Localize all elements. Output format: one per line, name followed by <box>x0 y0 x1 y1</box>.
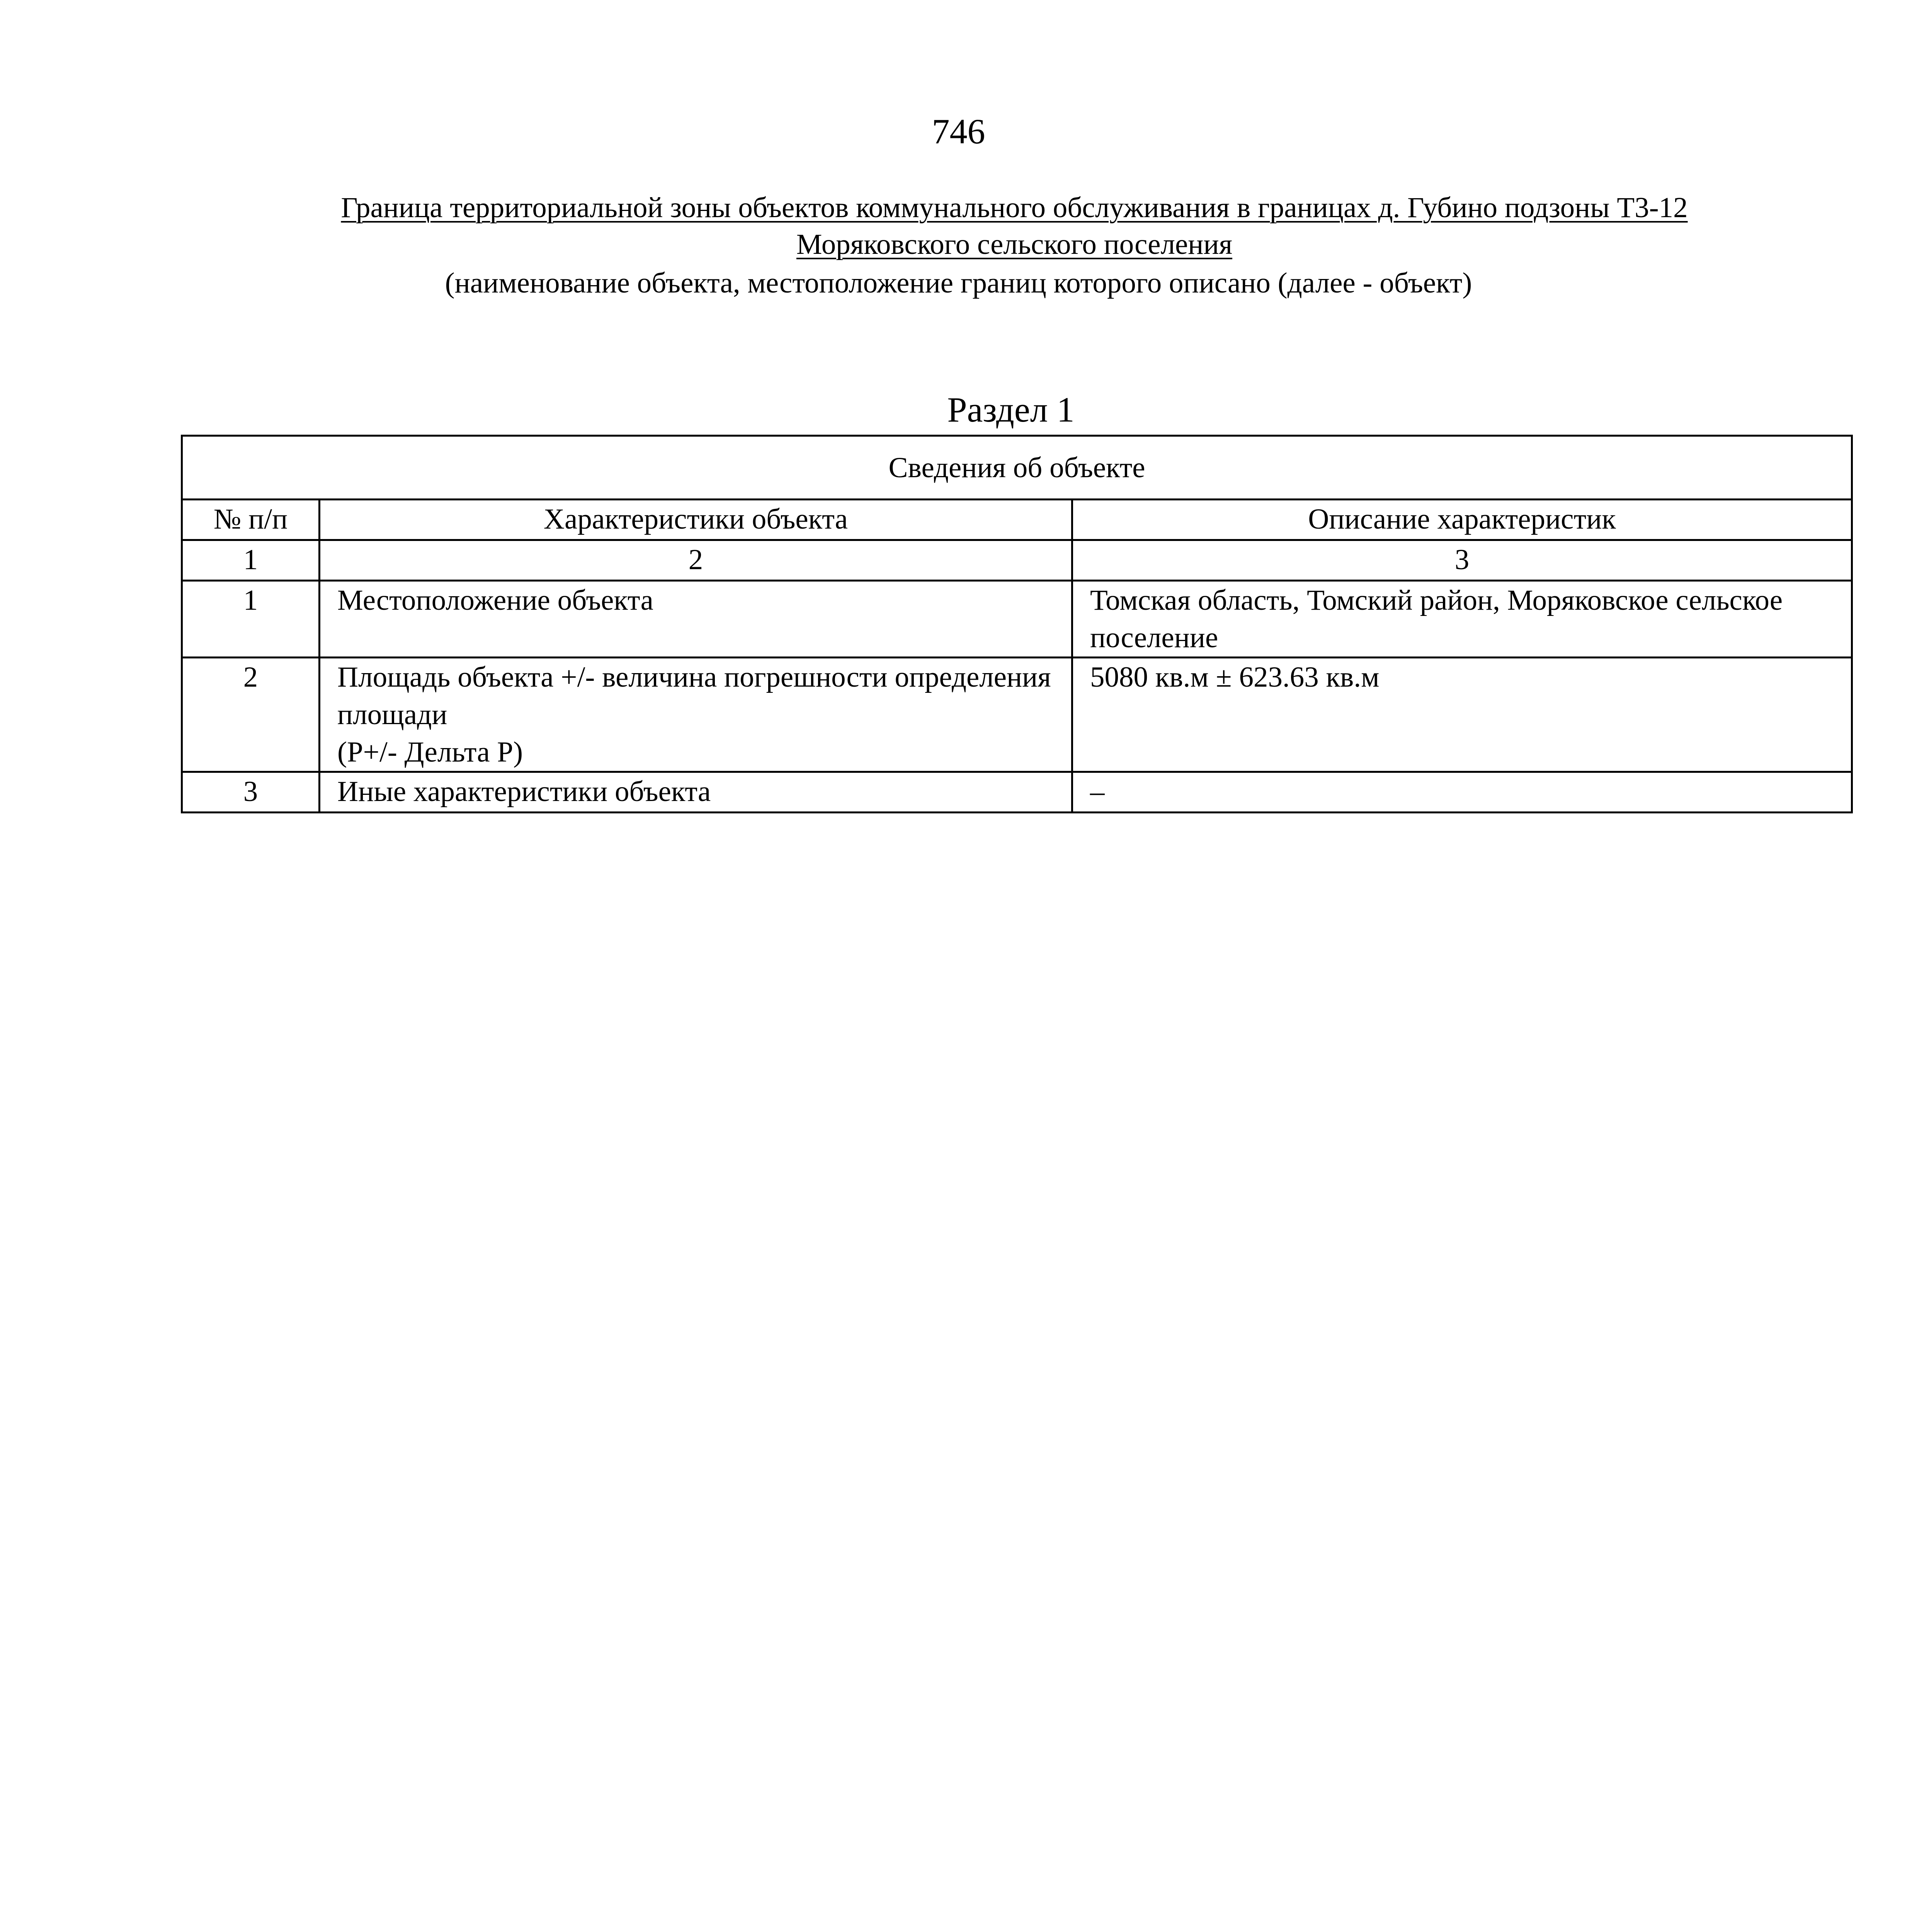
document-subtitle: (наименование объекта, местоположение границ которого описано (далее - объект) <box>445 267 1472 299</box>
row-number: 2 <box>182 658 320 772</box>
table-caption: Сведения об объекте <box>182 436 1852 500</box>
table-row <box>182 581 1852 658</box>
row-characteristic-line: Площадь объекта +/- величина погрешности определения площади <box>337 661 1051 731</box>
column-header-characteristic: Характеристики объекта <box>320 500 1072 540</box>
column-header-description: Описание характеристик <box>1072 500 1852 540</box>
row-description: – <box>1072 772 1852 813</box>
section-heading: Раздел 1 <box>947 390 1075 429</box>
table-row <box>182 658 1852 772</box>
row-characteristic <box>320 658 1072 772</box>
column-number-1: 1 <box>182 540 320 581</box>
row-number: 3 <box>182 772 320 813</box>
column-header-number: № п/п <box>182 500 320 540</box>
object-info-table <box>181 435 1853 813</box>
document-title: Граница территориальной зоны объектов коммунального обслуживания в границах д. Губино подзоны Т3-12 Моряковского сельского поселения <box>341 192 1688 260</box>
table-column-headers <box>182 500 1852 540</box>
column-number-3: 3 <box>1072 540 1852 581</box>
page-number: 746 <box>932 112 985 151</box>
table-caption-row <box>182 436 1852 500</box>
row-number: 1 <box>182 581 320 658</box>
table-row <box>182 772 1852 813</box>
column-number-2: 2 <box>320 540 1072 581</box>
table-column-numbers <box>182 540 1852 581</box>
row-description: Томская область, Томский район, Моряковское сельское поселение <box>1072 581 1852 658</box>
row-characteristic-line: (P+/- Дельта P) <box>337 736 523 768</box>
row-characteristic: Местоположение объекта <box>320 581 1072 658</box>
row-characteristic: Иные характеристики объекта <box>320 772 1072 813</box>
row-description: 5080 кв.м ± 623.63 кв.м <box>1072 658 1852 772</box>
